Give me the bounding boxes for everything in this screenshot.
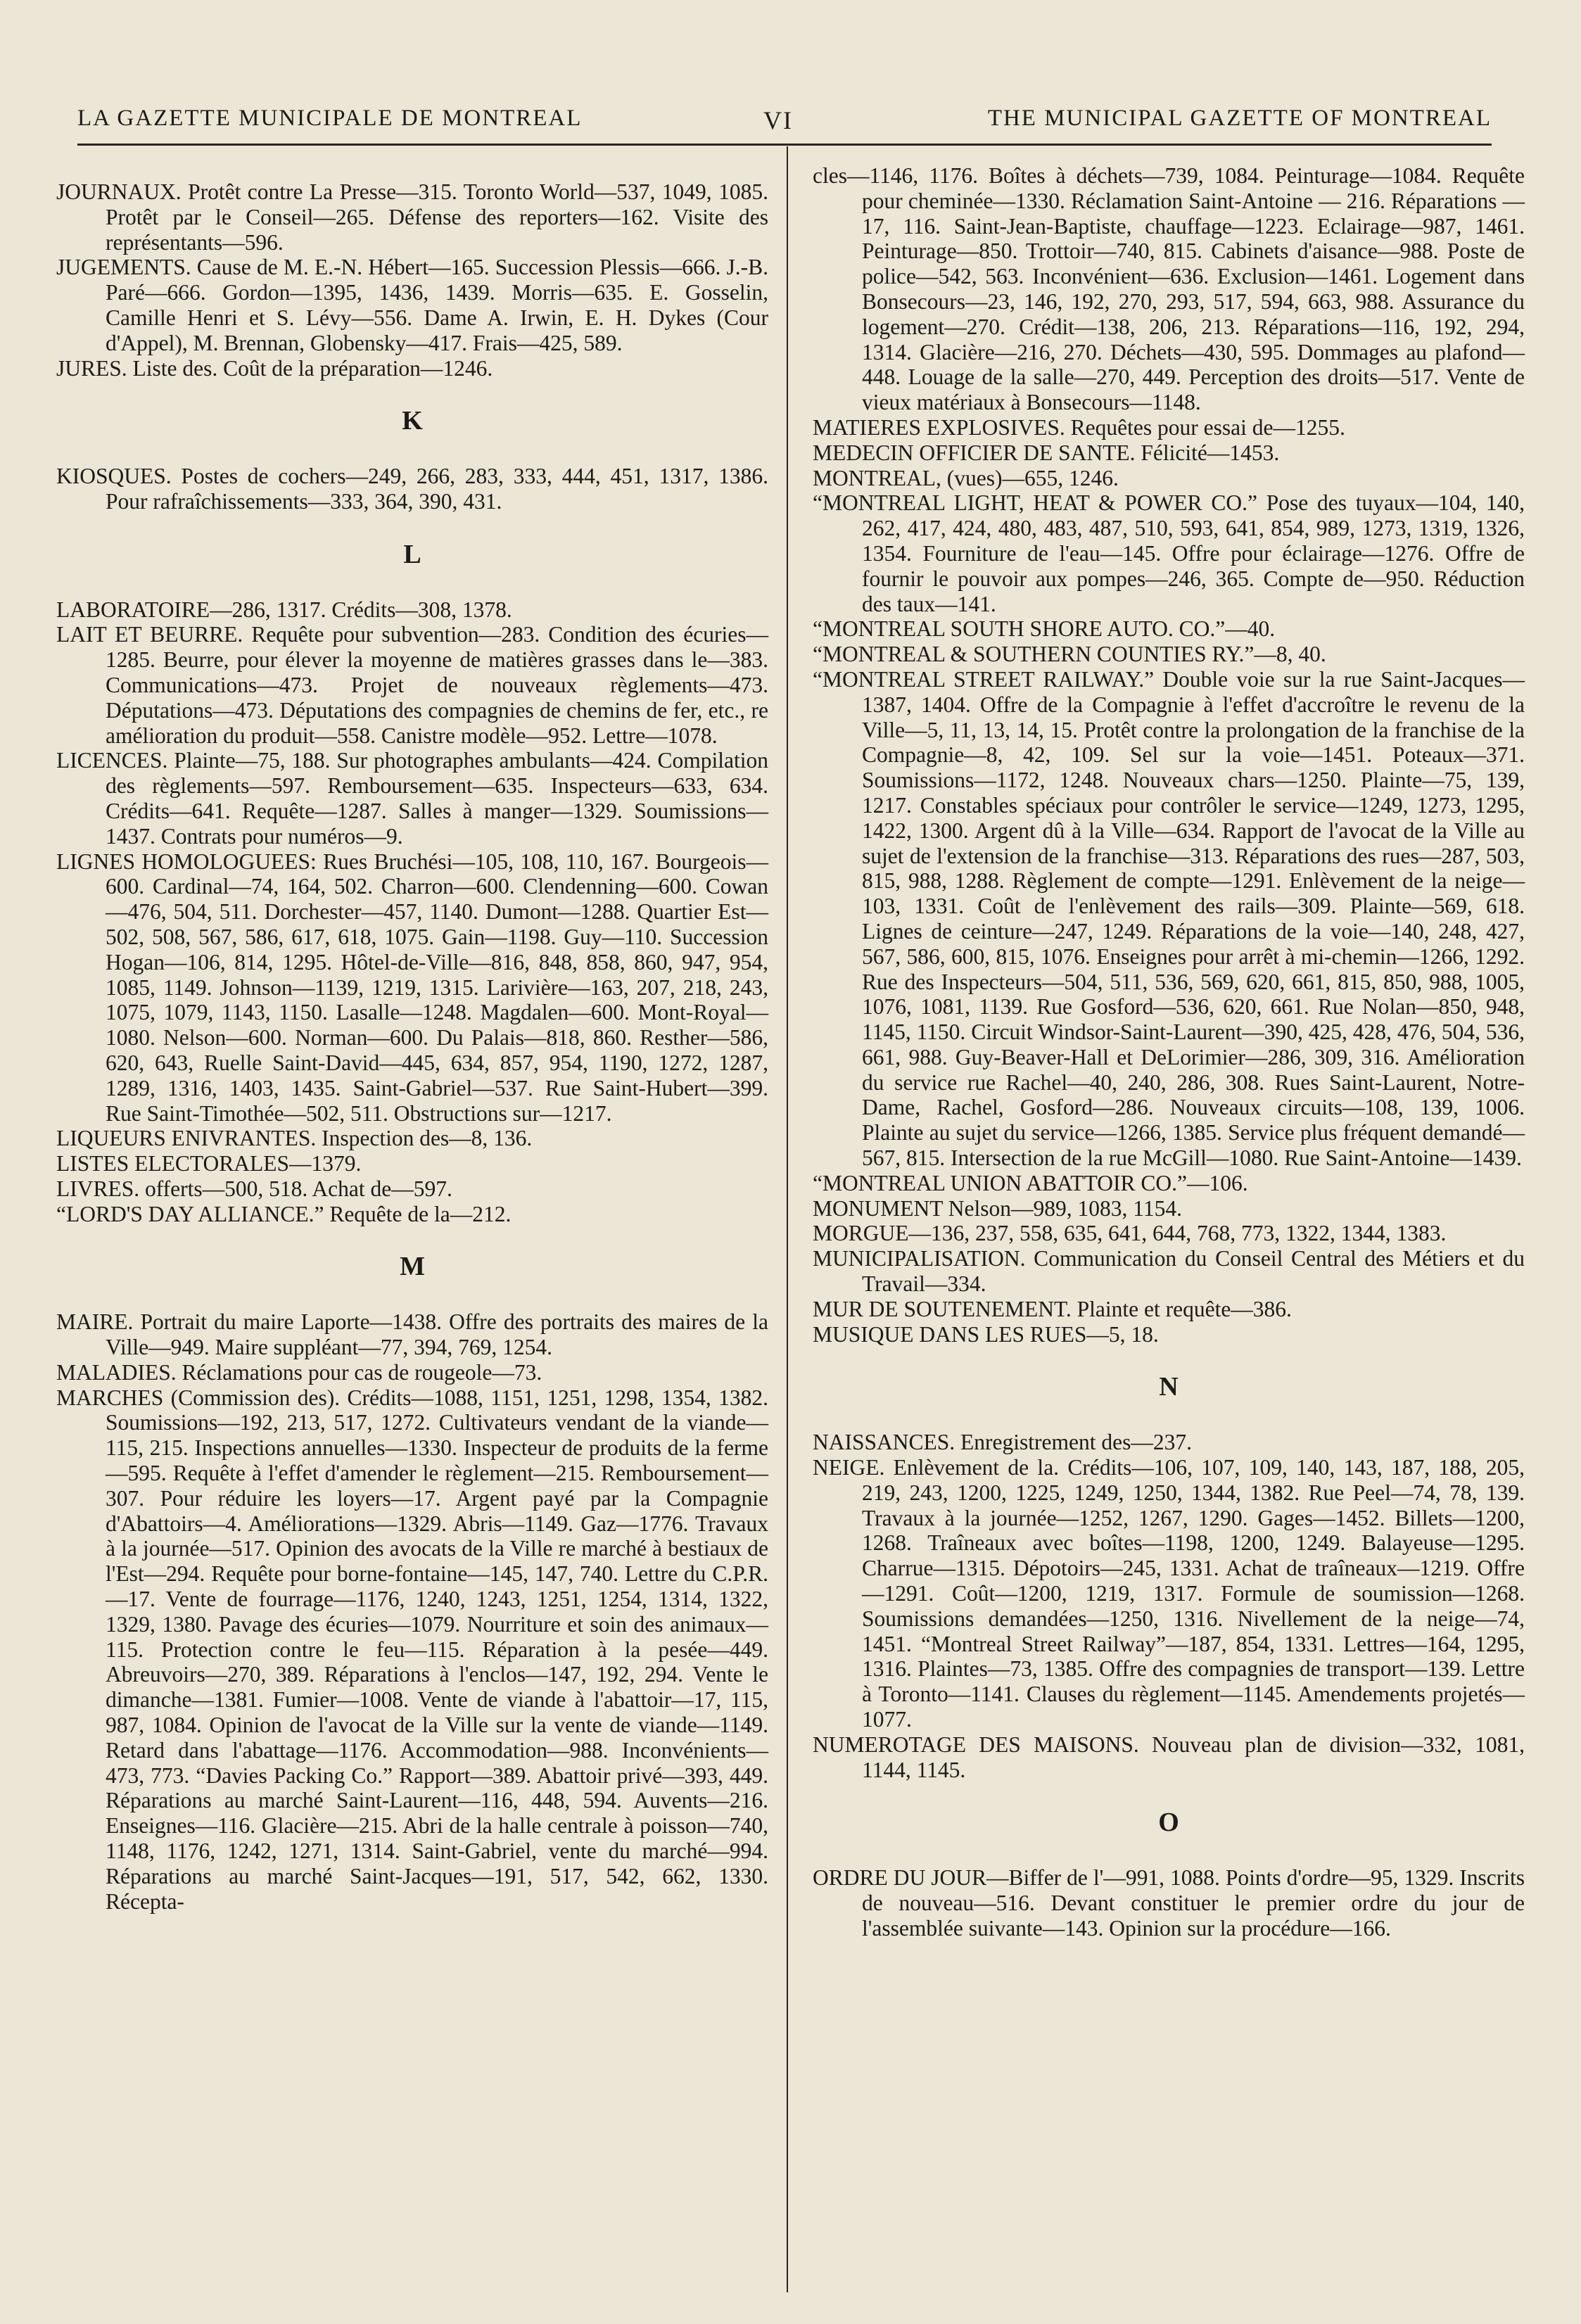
section-letter: L: [403, 539, 421, 569]
index-entry: MALADIES. Réclamations pour cas de rougeole—73.: [56, 1359, 542, 1385]
index-entry: KIOSQUES. Postes de cochers—249, 266, 283, 333, 444, 451, 1317, 1386. Pour rafraîchissements—333, 364, 390, 431.: [56, 464, 768, 514]
index-entry: LIQUEURS ENIVRANTES. Inspection des—8, 136.: [56, 1126, 533, 1151]
index-entry: MORGUE—136, 237, 558, 635, 641, 644, 768, 773, 1322, 1344, 1383.: [813, 1221, 1447, 1246]
index-entry: MAIRE. Portrait du maire Laporte—1438. Offre des portraits des maires de la Ville—949. Maire suppléant—77, 394, 769, 1254.: [56, 1309, 768, 1360]
page-header: [77, 99, 1492, 141]
index-entry: JURES. Liste des. Coût de la préparation—1246.: [56, 355, 493, 381]
header-english-title: THE MUNICIPAL GAZETTE OF MONTREAL: [987, 106, 1492, 131]
index-entry: MUNICIPALISATION. Communication du Conseil Central des Métiers et du Travail—334.: [813, 1246, 1525, 1297]
index-entry: LABORATOIRE—286, 1317. Crédits—308, 1378.: [56, 597, 512, 622]
index-entry: MUSIQUE DANS LES RUES—5, 18.: [813, 1321, 1159, 1347]
index-entry: “MONTREAL & SOUTHERN COUNTIES RY.”—8, 40.: [813, 642, 1326, 667]
index-entry: LIVRES. offerts—500, 518. Achat de—597.: [56, 1176, 452, 1201]
header-french-title: LA GAZETTE MUNICIPALE DE MONTREAL: [77, 106, 583, 131]
index-entry: MONUMENT Nelson—989, 1083, 1154.: [813, 1195, 1182, 1221]
left-column: [56, 179, 768, 1914]
index-entry: NEIGE. Enlèvement de la. Crédits—106, 107, 109, 140, 143, 187, 188, 205, 219, 243, 1200, 1225, 1249, 1250, 1344, 1382. Rue Peel—74, 78, 139. Travaux à la journée—1252, 1267, 1290. Gages—1452. Billets—1200, 1268. Traîneaux avec boîtes—1198, 1200, 1249. Balayeuse—1295. Charrue—1315. Dépotoirs—245, 1331. Achat de traîneaux—1219. Offre—1291. Coût—1200, 1219, 1317. Formule de soumission—1268. Soumissions demandées—1250, 1316. Nivellement de la neige—74, 1451. “Montreal Street Railway”—187, 854, 1331. Lettres—164, 1295, 1316. Plaintes—73, 1385. Offre des compagnies de transport—139. Lettre à Toronto—1141. Clauses du règlement—1145. Amendements projetés—1077.: [813, 1455, 1525, 1732]
section-letter: O: [1158, 1808, 1179, 1838]
index-entry: cles—1146, 1176. Boîtes à déchets—739, 1084. Peinturage—1084. Requête pour cheminée—1330. Réclamation Saint-Antoine — 216. Réparations — 17, 116. Saint-Jean-Baptiste, chauffage—1223. Eclairage—987, 1461. Peinturage—850. Trottoir—740, 815. Cabinets d'aisance—988. Poste de police—542, 563. Inconvénient—636. Exclusion—1461. Logement dans Bonsecours—23, 146, 192, 270, 293, 517, 594, 663, 988. Assurance du logement—270. Crédit—138, 206, 213. Réparations—116, 192, 294, 1314. Glacière—216, 270. Déchets—430, 595. Dommages au plafond—448. Louage de la salle—270, 449. Perception des droits—517. Vente de vieux matériaux à Bonsecours—1148.: [813, 163, 1525, 415]
index-entry: JUGEMENTS. Cause de M. E.-N. Hébert—165. Succession Plessis—666. J.-B. Paré—666. Gordon—1395, 1436, 1439. Morris—635. E. Gosselin, Camille Henri et S. Lévy—556. Dame A. Irwin, E. H. Dykes (Cour d'Appel), M. Brennan, Globensky—417. Frais—425, 589.: [56, 255, 768, 355]
section-letter: M: [400, 1252, 425, 1282]
section-letter: N: [1159, 1372, 1179, 1402]
column-divider: [787, 146, 788, 2292]
index-entry: MARCHES (Commission des). Crédits—1088, 1151, 1251, 1298, 1354, 1382. Soumissions—192, 213, 517, 1272. Cultivateurs vendant de la viande—115, 215. Inspections annuelles—1330. Inspecteur de produits de la ferme—595. Requête à l'effet d'amender le règlement—215. Remboursement—307. Pour réduire les loyers—17. Argent payé par la Compagnie d'Abattoirs—4. Améliorations—1329. Abris—1149. Gaz—1776. Travaux à la journée—517. Opinion des avocats de la Ville re marché à bestiaux de l'Est—294. Requête pour borne-fontaine—145, 147, 740. Lettre du C.P.R.—17. Vente de fourrage—1176, 1240, 1243, 1251, 1254, 1314, 1322, 1329, 1380. Pavage des écuries—1079. Nourriture et soin des animaux—115. Protection contre le feu—115. Réparation à la pesée—449. Abreuvoirs—270, 389. Réparations à l'enclos—147, 192, 294. Vente le dimanche—1381. Fumier—1008. Vente de viande à l'abattoir—17, 115, 987, 1084. Opinion de l'avocat de la Ville sur la vente de viande—1149. Retard dans l'abattage—1176. Accommodation—988. Inconvénients—473, 773. “Davies Packing Co.” Rapport—389. Abattoir privé—393, 449. Réparations au marché Saint-Laurent—116, 448, 594. Auvents—216. Enseignes—116. Glacière—215. Abri de la halle centrale à poisson—740, 1148, 1176, 1242, 1271, 1314. Saint-Gabriel, vente du marché—994. Réparations au marché Saint-Jacques—191, 517, 542, 662, 1330. Récepta-: [56, 1385, 768, 1914]
index-entry: “MONTREAL STREET RAILWAY.” Double voie sur la rue Saint-Jacques—1387, 1404. Offre de la Compagnie à l'effet d'accroître le revenu de la Ville—5, 11, 13, 14, 15. Protêt contre la prolongation de la franchise de la Compagnie—8, 42, 109. Sel sur la voie—1451. Poteaux—371. Soumissions—1172, 1248. Nouveaux chars—1250. Plainte—75, 139, 1217. Constables spéciaux pour contrôler le service—1249, 1273, 1295, 1422, 1300. Argent dû à la Ville—634. Rapport de l'avocat de la Ville au sujet de l'extension de la franchise—313. Réparations des rues—287, 503, 815, 988, 1288. Règlement de compte—1291. Enlèvement de la neige—103, 1331. Coût de l'enlèvement des rails—309. Plainte—569, 618. Lignes de ceinture—247, 1249. Réparations de la voie—140, 248, 427, 567, 586, 600, 815, 1076. Enseignes pour arrêt à mi-chemin—1266, 1292. Rue des Inspecteurs—504, 511, 536, 569, 620, 661, 815, 850, 988, 1005, 1076, 1081, 1139. Rue Gosford—536, 620, 661. Rue Nolan—850, 948, 1145, 1150. Circuit Windsor-Saint-Laurent—390, 425, 428, 476, 504, 536, 661, 988. Guy-Beaver-Hall et DeLorimier—286, 309, 316. Amélioration du service rue Rachel—40, 240, 286, 308. Rues Saint-Laurent, Notre-Dame, Rachel, Gosford—286. Nouveaux circuits—108, 139, 1006. Plainte au sujet du service—1266, 1385. Service plus fréquent demandé—567, 815. Intersection de la rue McGill—1080. Rue Saint-Antoine—1439.: [813, 666, 1525, 1171]
index-entry: LICENCES. Plainte—75, 188. Sur photographes ambulants—424. Compilation des règlements—597. Remboursement—635. Inspecteurs—633, 634. Crédits—641. Requête—1287. Salles à manger—1329. Soumissions—1437. Contrats pour numéros—9.: [56, 748, 768, 849]
section-letter: K: [402, 406, 423, 436]
index-entry: “MONTREAL SOUTH SHORE AUTO. CO.”—40.: [813, 616, 1276, 642]
index-entry: MUR DE SOUTENEMENT. Plainte et requête—386.: [813, 1296, 1292, 1321]
index-entry: LISTES ELECTORALES—1379.: [56, 1151, 362, 1176]
right-column: [813, 163, 1525, 1941]
index-entry: “MONTREAL LIGHT, HEAT & POWER CO.” Pose des tuyaux—104, 140, 262, 417, 424, 480, 483, 487, 510, 593, 641, 854, 989, 1273, 1319, 1326, 1354. Fourniture de l'eau—145. Offre pour éclairage—1276. Offre de fournir le pouvoir aux pompes—246, 365. Compte de—950. Réduction des taux—141.: [813, 490, 1525, 616]
index-entry: LIGNES HOMOLOGUEES: Rues Bruchési—105, 108, 110, 167. Bourgeois—600. Cardinal—74, 164, 502. Charron—600. Clendenning—600. Cowan—476, 504, 511. Dorchester—457, 1140. Dumont—1288. Quartier Est—502, 508, 567, 586, 617, 618, 1075. Gain—1198. Guy—110. Succession Hogan—106, 814, 1295. Hôtel-de-Ville—816, 848, 858, 860, 947, 954, 1085, 1149. Johnson—1139, 1219, 1315. Larivière—163, 207, 218, 243, 1075, 1079, 1143, 1150. Lasalle—1248. Magdalen—600. Mont-Royal—1080. Nelson—600. Norman—600. Du Palais—818, 860. Resther—586, 620, 643, Ruelle Saint-David—445, 634, 857, 954, 1190, 1272, 1287, 1289, 1316, 1403, 1435. Saint-Gabriel—537. Rue Saint-Hubert—399. Rue Saint-Timothée—502, 511. Obstructions sur—1217.: [56, 849, 768, 1126]
index-entry: NUMEROTAGE DES MAISONS. Nouveau plan de division—332, 1081, 1144, 1145.: [813, 1732, 1525, 1782]
index-entry: MONTREAL, (vues)—655, 1246.: [813, 465, 1119, 490]
index-entry: “LORD'S DAY ALLIANCE.” Requête de la—212.: [56, 1201, 512, 1226]
index-entry: JOURNAUX. Protêt contre La Presse—315. Toronto World—537, 1049, 1085. Protêt par le Conseil—265. Défense des reporters—162. Visite des représentants—596.: [56, 179, 768, 255]
index-entry: MATIERES EXPLOSIVES. Requêtes pour essai de—1255.: [813, 414, 1345, 440]
header-rule: [77, 144, 1492, 146]
index-entry: LAIT ET BEURRE. Requête pour subvention—283. Condition des écuries—1285. Beurre, pour élever la moyenne de matières grasses dans le—383. Communications—473. Projet de nouveaux règlements—473. Députations—473. Députations des compagnies de chemins de fer, etc., re amélioration du produit—558. Canistre modèle—952. Lettre—1078.: [56, 622, 768, 748]
page-number: VI: [763, 106, 793, 134]
index-entry: ORDRE DU JOUR—Biffer de l'—991, 1088. Points d'ordre—95, 1329. Inscrits de nouveau—516. Devant constituer le premier ordre du jour de l'assemblée suivante—143. Opinion sur la procédure—166.: [813, 1865, 1525, 1941]
index-entry: NAISSANCES. Enregistrement des—237.: [813, 1430, 1192, 1455]
index-entry: MEDECIN OFFICIER DE SANTE. Félicité—1453.: [813, 440, 1280, 465]
index-entry: “MONTREAL UNION ABATTOIR CO.”—106.: [813, 1170, 1248, 1195]
